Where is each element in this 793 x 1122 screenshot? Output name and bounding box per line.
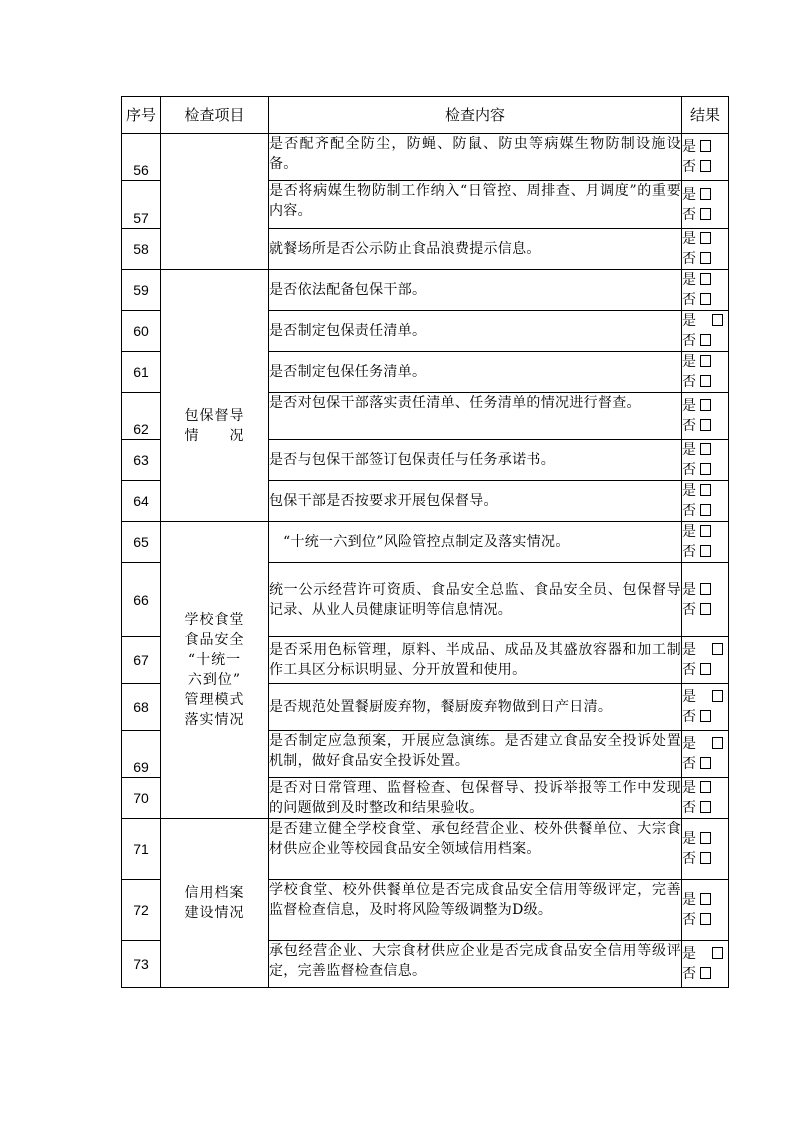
row-content: 是否对包保干部落实责任清单、任务清单的情况进行督查。 <box>269 393 682 440</box>
category-line: 信用档案 <box>184 885 245 901</box>
no-label: 否 <box>682 544 696 560</box>
row-number: 69 <box>122 731 161 778</box>
table-header-row <box>122 97 729 134</box>
result-cell <box>682 481 729 522</box>
yes-label: 是 <box>682 780 696 796</box>
no-label: 否 <box>682 756 696 772</box>
yes-checkbox[interactable] <box>700 188 711 200</box>
no-label: 否 <box>682 709 696 725</box>
row-content: 是否制定应急预案，开展应急演练。是否建立食品安全投诉处置机制，做好食品安全投诉处置。 <box>269 731 682 778</box>
row-number: 71 <box>122 819 161 880</box>
row-number: 57 <box>122 181 161 229</box>
yes-checkbox[interactable] <box>700 443 711 455</box>
row-number: 68 <box>122 684 161 731</box>
row-content: 是否依法配备包保干部。 <box>269 270 682 311</box>
no-checkbox[interactable] <box>700 160 711 172</box>
no-label: 否 <box>682 462 696 478</box>
yes-label: 是 <box>682 483 696 499</box>
row-number: 58 <box>122 229 161 270</box>
result-cell <box>682 440 729 481</box>
no-checkbox[interactable] <box>700 663 711 675</box>
yes-label: 是 <box>682 831 696 847</box>
no-checkbox[interactable] <box>700 252 711 264</box>
category-line: 食品安全 <box>184 632 245 648</box>
result-cell <box>682 731 729 778</box>
yes-checkbox[interactable] <box>700 484 711 496</box>
row-number: 73 <box>122 941 161 988</box>
row-number: 56 <box>122 134 161 181</box>
no-checkbox[interactable] <box>700 545 711 557</box>
row-number: 60 <box>122 311 161 352</box>
result-cell <box>682 563 729 637</box>
yes-checkbox[interactable] <box>712 737 723 749</box>
row-content: 是否采用色标管理，原料、半成品、成品及其盛放容器和加工制作工具区分标识明显、分开放置和使用。 <box>269 637 682 684</box>
no-label: 否 <box>682 966 696 982</box>
no-checkbox[interactable] <box>700 757 711 769</box>
no-label: 否 <box>682 800 696 816</box>
yes-label: 是 <box>682 139 696 155</box>
no-checkbox[interactable] <box>700 375 711 387</box>
yes-checkbox[interactable] <box>712 314 723 326</box>
result-cell <box>682 684 729 731</box>
result-cell <box>682 522 729 563</box>
row-number: 63 <box>122 440 161 481</box>
category-canteen-model <box>161 522 269 819</box>
yes-label: 是 <box>682 398 696 414</box>
yes-label: 是 <box>682 892 696 908</box>
no-checkbox[interactable] <box>700 710 711 722</box>
no-label: 否 <box>682 418 696 434</box>
no-label: 否 <box>682 851 696 867</box>
header-item: 检查项目 <box>161 97 269 134</box>
row-content: 就餐场所是否公示防止食品浪费提示信息。 <box>269 229 682 270</box>
yes-checkbox[interactable] <box>700 781 711 793</box>
table-row <box>122 819 729 880</box>
yes-checkbox[interactable] <box>700 893 711 905</box>
row-content: 是否制定包保任务清单。 <box>269 352 682 393</box>
result-cell <box>682 778 729 819</box>
yes-checkbox[interactable] <box>700 525 711 537</box>
no-label: 否 <box>682 292 696 308</box>
no-label: 否 <box>682 206 696 223</box>
category-line: “十统一 <box>187 652 242 668</box>
row-number: 67 <box>122 637 161 684</box>
yes-label: 是 <box>682 946 696 962</box>
no-label: 否 <box>682 333 696 349</box>
category-credit-records <box>161 819 269 988</box>
yes-label: 是 <box>682 272 696 288</box>
no-label: 否 <box>682 601 696 618</box>
row-number: 64 <box>122 481 161 522</box>
yes-checkbox[interactable] <box>700 399 711 411</box>
result-cell <box>682 311 729 352</box>
row-number: 65 <box>122 522 161 563</box>
yes-label: 是 <box>682 313 696 329</box>
result-cell <box>682 229 729 270</box>
category-line: 落实情况 <box>184 712 245 728</box>
no-checkbox[interactable] <box>700 463 711 475</box>
row-content: 承包经营企业、大宗食材供应企业是否完成食品安全信用等级评定，完善监督检查信息。 <box>269 941 682 988</box>
no-label: 否 <box>682 159 696 175</box>
yes-checkbox[interactable] <box>700 232 711 244</box>
row-number: 61 <box>122 352 161 393</box>
no-label: 否 <box>682 374 696 390</box>
result-cell <box>682 637 729 684</box>
inspection-table <box>121 96 729 988</box>
row-content: 统一公示经营许可资质、食品安全总监、食品安全员、包保督导记录、从业人员健康证明等信息情况。 <box>269 563 682 637</box>
category-line: 六到位” <box>187 672 242 688</box>
row-content: “十统一六到位”风险管控点制定及落实情况。 <box>269 522 682 563</box>
row-number: 72 <box>122 880 161 941</box>
table-row <box>122 522 729 563</box>
row-content: 是否规范处置餐厨废弃物，餐厨废弃物做到日产日清。 <box>269 684 682 731</box>
row-number: 66 <box>122 563 161 637</box>
yes-label: 是 <box>682 186 696 203</box>
no-label: 否 <box>682 912 696 928</box>
no-label: 否 <box>682 251 696 267</box>
result-cell <box>682 352 729 393</box>
row-number: 59 <box>122 270 161 311</box>
result-cell <box>682 134 729 181</box>
category-line: 情 况 <box>184 427 245 444</box>
result-cell <box>682 941 729 988</box>
yes-label: 是 <box>682 524 696 540</box>
no-label: 否 <box>682 662 696 678</box>
row-content: 学校食堂、校外供餐单位是否完成食品安全信用等级评定，完善监督检查信息，及时将风险等级调整为D级。 <box>269 880 682 941</box>
yes-label: 是 <box>682 231 696 247</box>
yes-label: 是 <box>682 442 696 458</box>
no-checkbox[interactable] <box>700 293 711 305</box>
row-content: 是否制定包保责任清单。 <box>269 311 682 352</box>
row-content: 是否配齐配全防尘，防蝇、防鼠、防虫等病媒生物防制设施设备。 <box>269 134 682 181</box>
yes-checkbox[interactable] <box>712 643 723 655</box>
row-content: 是否与包保干部签订包保责任与任务承诺书。 <box>269 440 682 481</box>
category-supervision <box>161 270 269 522</box>
category-line: 包保督导 <box>184 407 245 424</box>
result-cell <box>682 819 729 880</box>
header-seq: 序号 <box>122 97 161 134</box>
no-checkbox[interactable] <box>700 504 711 516</box>
no-checkbox[interactable] <box>700 334 711 346</box>
yes-checkbox[interactable] <box>700 273 711 285</box>
header-result: 结果 <box>682 97 729 134</box>
yes-checkbox[interactable] <box>700 355 711 367</box>
row-content: 包保干部是否按要求开展包保督导。 <box>269 481 682 522</box>
category-line: 学校食堂 <box>184 612 245 628</box>
category-cell-blank <box>161 134 269 270</box>
no-checkbox[interactable] <box>700 852 711 864</box>
no-checkbox[interactable] <box>700 967 711 979</box>
category-line: 管理模式 <box>184 692 245 708</box>
yes-label: 是 <box>682 736 696 752</box>
yes-checkbox[interactable] <box>700 583 711 595</box>
yes-checkbox[interactable] <box>700 832 711 844</box>
result-cell <box>682 270 729 311</box>
yes-checkbox[interactable] <box>712 690 723 702</box>
no-checkbox[interactable] <box>700 419 711 431</box>
table-row <box>122 270 729 311</box>
result-cell <box>682 880 729 941</box>
no-checkbox[interactable] <box>700 913 711 925</box>
row-content: 是否将病媒生物防制工作纳入“日管控、周排查、月调度”的重要内容。 <box>269 181 682 229</box>
yes-label: 是 <box>682 642 696 658</box>
row-content: 是否对日常管理、监督检查、包保督导、投诉举报等工作中发现的问题做到及时整改和结果验收。 <box>269 778 682 819</box>
no-label: 否 <box>682 503 696 519</box>
table-row <box>122 134 729 181</box>
yes-checkbox[interactable] <box>700 140 711 152</box>
header-content: 检查内容 <box>269 97 682 134</box>
yes-label: 是 <box>682 354 696 370</box>
result-cell <box>682 393 729 440</box>
yes-label: 是 <box>682 689 696 705</box>
result-cell <box>682 181 729 229</box>
row-number: 70 <box>122 778 161 819</box>
no-checkbox[interactable] <box>700 208 711 220</box>
row-number: 62 <box>122 393 161 440</box>
row-content: 是否建立健全学校食堂、承包经营企业、校外供餐单位、大宗食材供应企业等校园食品安全领域信用档案。 <box>269 819 682 880</box>
no-checkbox[interactable] <box>700 801 711 813</box>
category-line: 建设情况 <box>184 905 245 921</box>
no-checkbox[interactable] <box>700 603 711 615</box>
yes-label: 是 <box>682 581 696 598</box>
yes-checkbox[interactable] <box>712 947 723 959</box>
